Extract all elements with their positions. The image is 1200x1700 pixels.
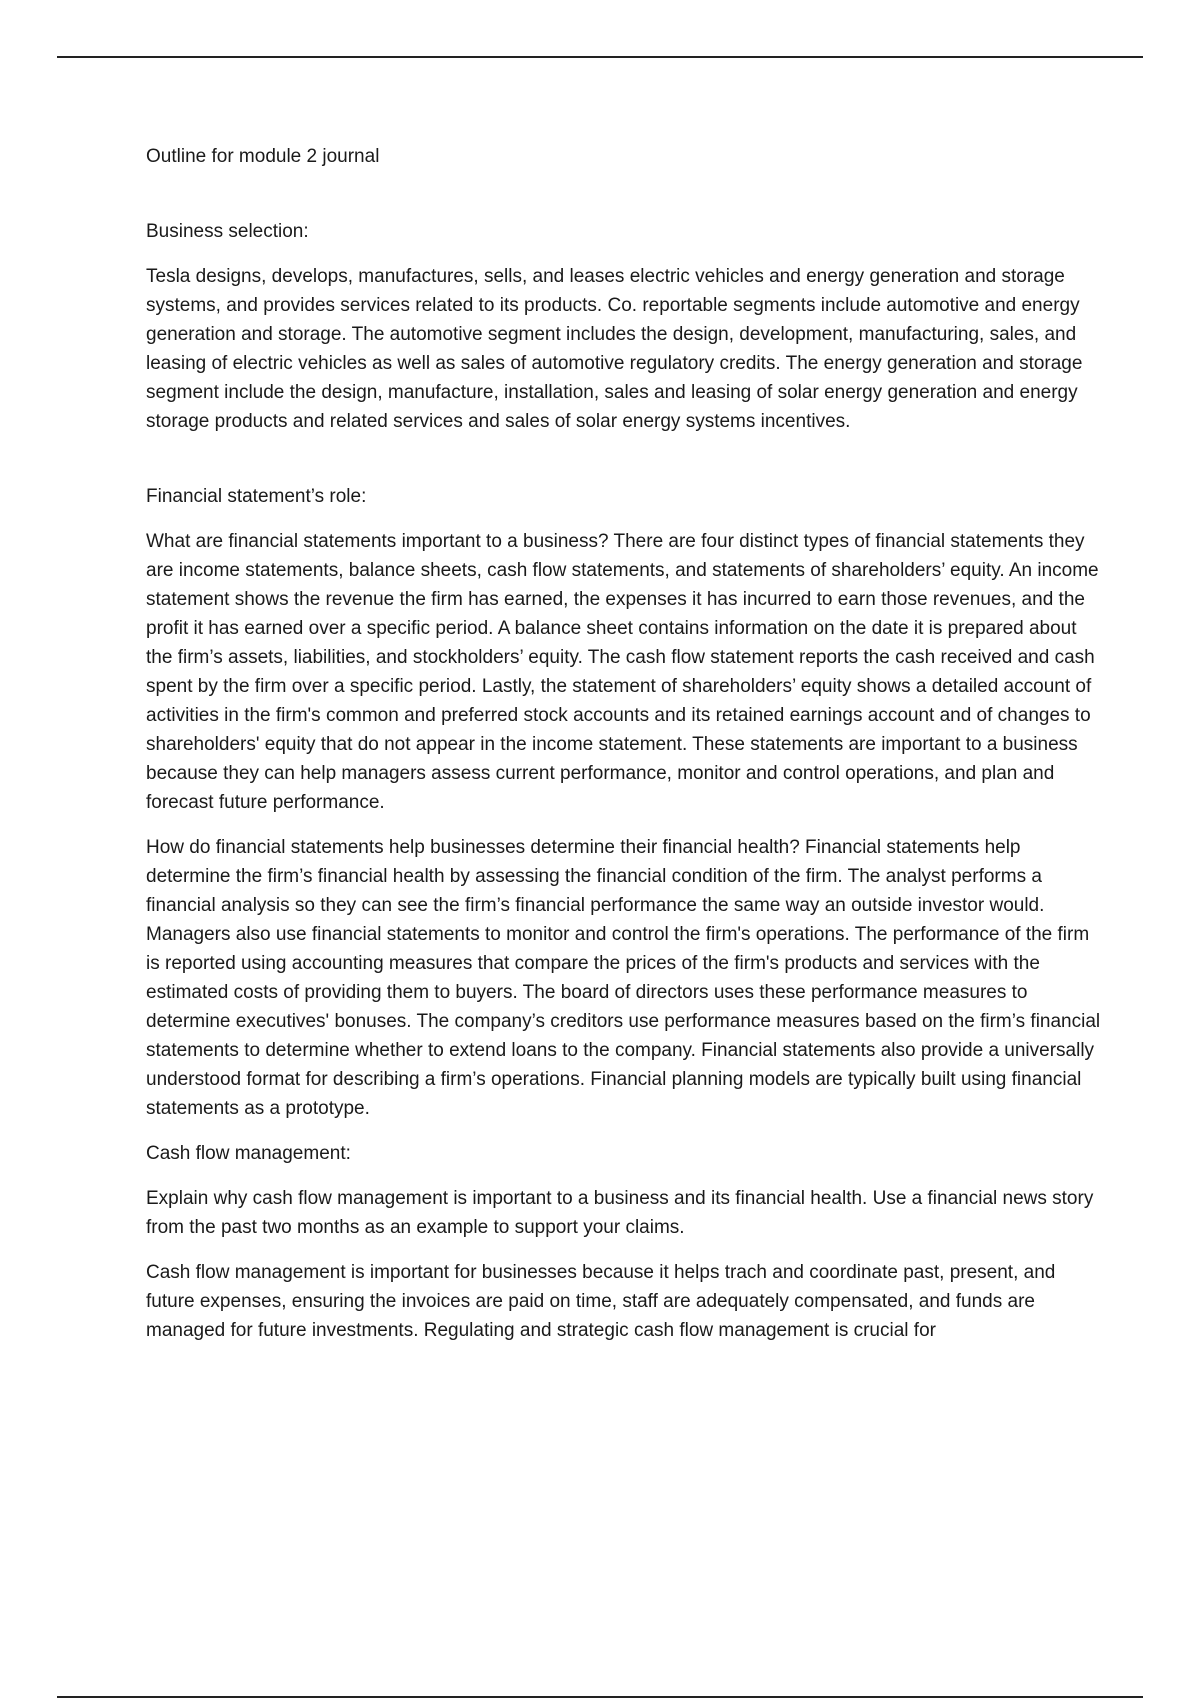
financial-statements-paragraph-1: What are financial statements important to a business? There are four distinct types of financial statements they are income statements, balance sheets, cash flow statements, and statements of shareholders’ equity. An income statement shows the revenue the firm has earned, the expenses it has incurred to earn those revenues, and the profit it has earned over a specific period. A balance sheet contains information on the date it is prepared about the firm’s assets, liabilities, and stockholders’ equity. The cash flow statement reports the cash received and cash spent by the firm over a specific period. Lastly, the statement of shareholders’ equity shows a detailed account of activities in the firm's common and preferred stock accounts and its retained earnings account and of changes to shareholders' equity that do not appear in the income statement. These statements are important to a business because they can help managers assess current performance, monitor and control operations, and plan and forecast future performance.: [146, 531, 1099, 813]
page-top-rule: [57, 56, 1143, 58]
document-body: [146, 142, 1106, 1361]
financial-statements-heading: Financial statement’s role:: [146, 486, 367, 507]
document-title: Outline for module 2 journal: [146, 146, 380, 167]
cash-flow-heading: Cash flow management:: [146, 1143, 351, 1164]
business-selection-paragraph: Tesla designs, develops, manufactures, sells, and leases electric vehicles and energy generation and storage systems, and provides services related to its products. Co. reportable segments include automotive and energy generation and storage. The automotive segment includes the design, development, manufacturing, sales, and leasing of electric vehicles as well as sales of automotive regulatory credits. The energy generation and storage segment include the design, manufacture, installation, sales and leasing of solar energy generation and energy storage products and related services and sales of solar energy systems incentives.: [146, 266, 1083, 432]
page-bottom-rule: [57, 1696, 1143, 1698]
business-selection-heading: Business selection:: [146, 221, 309, 242]
cash-flow-paragraph: Cash flow management is important for businesses because it helps trach and coordinate past, present, and future expenses, ensuring the invoices are paid on time, staff are adequately compensated, and funds are managed for future investments. Regulating and strategic cash flow management is crucial for: [146, 1262, 1056, 1341]
cash-flow-prompt: Explain why cash flow management is important to a business and its financial health. Use a financial news story from the past two months as an example to support your claims.: [146, 1188, 1094, 1238]
financial-statements-paragraph-2: How do financial statements help businesses determine their financial health? Financial statements help determine the firm’s financial health by assessing the financial condition of the firm. The analyst performs a financial analysis so they can see the firm’s financial performance the same way an outside investor would. Managers also use financial statements to monitor and control the firm's operations. The performance of the firm is reported using accounting measures that compare the prices of the firm's products and services with the estimated costs of providing them to buyers. The board of directors uses these performance measures to determine executives' bonuses. The company’s creditors use performance measures based on the firm’s financial statements to determine whether to extend loans to the company. Financial statements also provide a universally understood format for describing a firm’s operations. Financial planning models are typically built using financial statements as a prototype.: [146, 837, 1101, 1119]
